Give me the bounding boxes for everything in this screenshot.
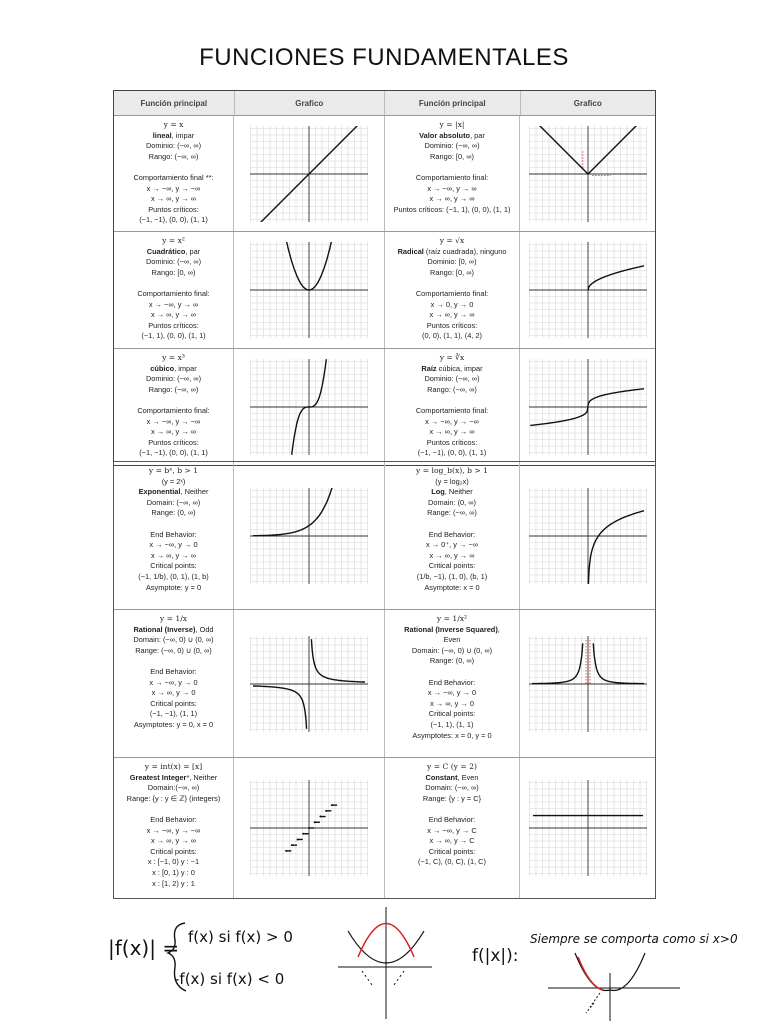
function-property-line (114, 656, 233, 667)
header-graph-1: Grafico (235, 91, 385, 115)
function-property-line: x → −∞, y → 0 (149, 540, 198, 550)
graph-cell (520, 610, 655, 757)
function-property-line: Even (443, 635, 461, 645)
function-property-line: Rango: (−∞, ∞) (148, 151, 199, 161)
function-property-line: Critical points: (150, 561, 197, 571)
graph-cell (234, 349, 385, 465)
graph-cell (234, 758, 385, 898)
table-row (114, 349, 655, 465)
handwritten-notes (0, 895, 768, 1024)
function-property-line: Puntos críticos: (426, 437, 478, 447)
function-property-line: Radical (raíz cuadrada), ninguno (397, 246, 507, 256)
function-formula: y = x (163, 120, 184, 129)
function-property-line: x → ∞, y → ∞ (150, 836, 197, 846)
function-property-line: Rango: (−∞, ∞) (427, 384, 477, 394)
function-property-line: Domain: (−∞, 0) ∪ (0, ∞) (411, 645, 493, 655)
function-property-line (385, 395, 519, 406)
function-property-line: x → −∞, y → −∞ (146, 183, 201, 193)
function-property-line: (1/b, −1), (1, 0), (b, 1) (416, 571, 488, 581)
function-property-line: (y = 2ˣ) (161, 476, 186, 486)
note-case-negative: -f(x) si f(x) < 0 (174, 970, 285, 988)
function-property-line: End Behavior: (428, 529, 476, 539)
function-description (385, 758, 520, 898)
function-property-line: x → ∞, y → 0 (151, 688, 196, 698)
function-property-line (385, 278, 519, 289)
function-property-line: x → −∞, y → −∞ (146, 825, 201, 835)
function-property-line: Comportamiento final: (137, 288, 210, 298)
function-formula: y = |x| (439, 120, 465, 129)
function-graph (529, 359, 647, 455)
function-graph (250, 359, 368, 455)
note-fabs-text: Siempre se comporta como si x>0 (530, 932, 738, 946)
function-property-line: Domain: (−∞, ∞) (425, 783, 479, 793)
function-property-line: Critical points: (428, 561, 476, 571)
function-property-line: Critical points: (428, 709, 476, 719)
function-formula: y = √x (439, 236, 465, 245)
function-property-line: Valor absoluto, par (419, 130, 485, 140)
function-property-line: x → ∞, y → ∞ (429, 194, 475, 204)
function-graph (250, 780, 368, 876)
table-row (114, 462, 655, 610)
function-property-line: End Behavior: (150, 529, 197, 539)
function-property-line: x → 0⁺, y → −∞ (425, 540, 479, 550)
function-graph (250, 126, 368, 222)
function-description (114, 462, 234, 609)
function-property-line: Dominio: [0, ∞) (427, 257, 477, 267)
function-property-line: x → ∞, y → ∞ (429, 427, 475, 437)
function-property-line: Constant, Even (425, 772, 479, 782)
function-property-line: End Behavior: (428, 814, 476, 824)
function-property-line: x → ∞, y → ∞ (150, 310, 197, 320)
function-property-line: Domain: (−∞, ∞) (146, 497, 201, 507)
function-property-line: x → ∞, y → ∞ (429, 550, 475, 560)
function-graph (250, 488, 368, 584)
function-property-line: Range: {y : y ∈ ℤ} (integers) (126, 793, 221, 803)
function-property-line: End Behavior: (428, 677, 476, 687)
function-property-line: (−1, −1), (1, 1) (149, 709, 198, 719)
function-property-line: Rango: [0, ∞) (430, 151, 474, 161)
function-property-line (114, 395, 233, 406)
table-row (114, 758, 655, 898)
function-property-line: Asymptotes: y = 0, x = 0 (133, 719, 214, 729)
function-property-line: Exponential, Neither (138, 487, 209, 497)
function-description (385, 349, 520, 465)
function-property-line: x → −∞, y → ∞ (427, 183, 477, 193)
function-graph (529, 488, 647, 584)
note-case-positive: f(x) si f(x) > 0 (188, 928, 293, 946)
table-row (114, 116, 655, 232)
function-formula: y = int(x) = [x] (144, 762, 203, 771)
function-property-line: Greatest Integer*, Neither (129, 772, 218, 782)
function-property-line: x → −∞, y → −∞ (425, 416, 479, 426)
function-property-line: Rational (Inverse Squared), (404, 624, 500, 634)
function-property-line: x → ∞, y → ∞ (150, 550, 197, 560)
function-property-line: (−1, 1/b), (0, 1), (1, b) (138, 571, 209, 581)
function-property-line: Asymptote: y = 0 (145, 582, 202, 592)
function-property-line: Dominio: (−∞, ∞) (145, 374, 202, 384)
function-property-line: Domain: (−∞, 0) ∪ (0, ∞) (133, 635, 214, 645)
function-property-line (114, 162, 233, 173)
table-row (114, 232, 655, 349)
graph-cell (520, 116, 655, 231)
function-description (114, 758, 234, 898)
function-property-line: Dominio: (−∞, ∞) (145, 141, 202, 151)
function-property-line: (−1, −1), (0, 0), (1, 1) (417, 448, 487, 458)
graph-cell (234, 116, 385, 231)
graph-cell (520, 462, 655, 609)
function-property-line: Rational (Inverse), Odd (133, 624, 214, 634)
graph-cell (234, 610, 385, 757)
function-property-line (385, 667, 519, 678)
function-graph (529, 126, 647, 222)
function-property-line: (−1, −1), (0, 0), (1, 1) (139, 448, 208, 458)
function-property-line: Rango: [0, ∞) (151, 267, 196, 277)
function-formula: y = log_b(x), b > 1 (416, 466, 488, 475)
function-graph (250, 242, 368, 338)
function-property-line (385, 162, 519, 173)
functions-table-bottom (113, 461, 656, 899)
function-property-line: End Behavior: (150, 666, 197, 676)
function-property-line: Rango: (−∞, ∞) (148, 384, 199, 394)
function-property-line: End Behavior: (150, 814, 197, 824)
function-description (385, 610, 520, 757)
function-property-line: x : [0, 1) y : 0 (152, 867, 195, 877)
function-property-line: Dominio: (−∞, ∞) (424, 374, 480, 384)
function-property-line: (0, 0), (1, 1), (4, 2) (422, 331, 482, 341)
note-fabs-lhs: f(|x|): (472, 946, 519, 966)
graph-cell (520, 232, 655, 348)
function-property-line (385, 519, 519, 530)
function-property-line: Critical points: (150, 698, 197, 708)
table-row (114, 610, 655, 758)
function-description (114, 349, 234, 465)
function-property-line: Comportamiento final: (137, 405, 210, 415)
function-formula: y = x³ (162, 353, 185, 362)
function-property-line: x → ∞, y → C (429, 836, 475, 846)
graph-cell (520, 349, 655, 465)
function-description (114, 232, 234, 348)
function-property-line (114, 804, 233, 815)
function-property-line: Domain: (0, ∞) (428, 497, 476, 507)
function-property-line: Comportamiento final: (415, 172, 489, 182)
graph-cell (234, 462, 385, 609)
function-property-line: Range: (−∞, ∞) (427, 508, 477, 518)
graph-cell (234, 232, 385, 348)
function-property-line: Range: {y : y = C} (422, 793, 482, 803)
function-graph (250, 636, 368, 732)
function-property-line (114, 278, 233, 289)
function-property-line: Raíz cúbica, impar (421, 363, 483, 373)
function-property-line: Range: (−∞, 0) ∪ (0, ∞) (135, 645, 212, 655)
function-property-line: x → −∞, y → C (427, 825, 477, 835)
function-property-line: Asymptotes: x = 0, y = 0 (412, 730, 492, 740)
page-title: FUNCIONES FUNDAMENTALES (199, 44, 569, 71)
function-property-line: x → ∞, y → ∞ (429, 310, 475, 320)
function-property-line: Puntos críticos: (148, 204, 199, 214)
function-property-line: x → ∞, y → ∞ (150, 194, 197, 204)
function-property-line: Log, Neither (431, 487, 473, 497)
function-property-line: (−1, C), (0, C), (1, C) (418, 857, 486, 867)
function-description (114, 116, 234, 231)
function-property-line: Puntos críticos: (148, 437, 199, 447)
function-property-line: Dominio: (−∞, ∞) (145, 257, 202, 267)
header-graph-2: Grafico (573, 98, 602, 108)
function-property-line: Range: (0, ∞) (151, 508, 196, 518)
function-property-line (385, 804, 519, 815)
function-property-line: x → −∞, y → 0 (149, 677, 198, 687)
note-abs-lhs: |f(x)| = (108, 936, 180, 960)
note-sketch-fabs (548, 953, 680, 1021)
function-property-line: Puntos críticos: (−1, 1), (0, 0), (1, 1) (393, 204, 511, 214)
function-formula: y = x² (162, 236, 185, 245)
function-property-line (114, 519, 233, 530)
function-property-line: Cuadrático, par (146, 246, 201, 256)
function-property-line: x : [1, 2) y : 1 (152, 878, 195, 888)
functions-table-top (113, 90, 656, 466)
function-property-line: Critical points: (150, 846, 197, 856)
function-description (114, 610, 234, 757)
function-description (385, 116, 520, 231)
function-property-line: x : [−1, 0) y : −1 (147, 857, 200, 867)
function-formula: y = ∛x (439, 353, 465, 362)
function-property-line: x → ∞, y → ∞ (150, 427, 197, 437)
function-property-line: Dominio: (−∞, ∞) (424, 141, 480, 151)
function-property-line: cúbico, impar (150, 363, 197, 373)
function-graph (529, 636, 647, 732)
function-property-line: x → −∞, y → 0 (427, 688, 477, 698)
function-property-line: Puntos críticos: (426, 320, 478, 330)
function-property-line: Rango: [0, ∞) (430, 267, 474, 277)
function-property-line: Domain:(−∞, ∞) (147, 783, 200, 793)
function-property-line: x → −∞, y → −∞ (146, 416, 201, 426)
function-description (385, 462, 520, 609)
header-function-1: Función principal (114, 91, 235, 115)
function-property-line: (−1, 1), (1, 1) (430, 719, 474, 729)
function-property-line: Comportamiento final **: (133, 172, 214, 182)
function-graph (529, 242, 647, 338)
note-sketch-abs (338, 907, 432, 1019)
function-property-line: Comportamiento final: (415, 405, 489, 415)
function-property-line: x → 0, y → 0 (430, 299, 474, 309)
function-property-line: x → −∞, y → ∞ (148, 299, 199, 309)
graph-cell (520, 758, 655, 898)
function-description (385, 232, 520, 348)
function-property-line: Asymptote: x = 0 (424, 582, 480, 592)
function-formula: y = 1/x² (436, 614, 468, 623)
function-property-line: lineal, impar (152, 130, 195, 140)
function-graph (529, 780, 647, 876)
function-property-line: Critical points: (428, 846, 476, 856)
function-property-line: (−1, 1), (0, 0), (1, 1) (141, 331, 206, 341)
function-property-line: (y = log₂x) (435, 476, 469, 486)
function-formula: y = bˣ, b > 1 (148, 466, 199, 475)
function-formula: y = C (y = 2) (427, 762, 477, 771)
function-property-line: Comportamiento final: (415, 288, 489, 298)
function-formula: y = 1/x (159, 614, 188, 623)
function-property-line: Puntos críticos: (148, 320, 199, 330)
function-property-line: (−1, −1), (0, 0), (1, 1) (139, 215, 208, 225)
header-function-2: Función principal (385, 91, 521, 115)
function-property-line: Range: (0, ∞) (429, 656, 475, 666)
table-header (114, 91, 655, 116)
function-property-line: x → ∞, y → 0 (430, 698, 474, 708)
